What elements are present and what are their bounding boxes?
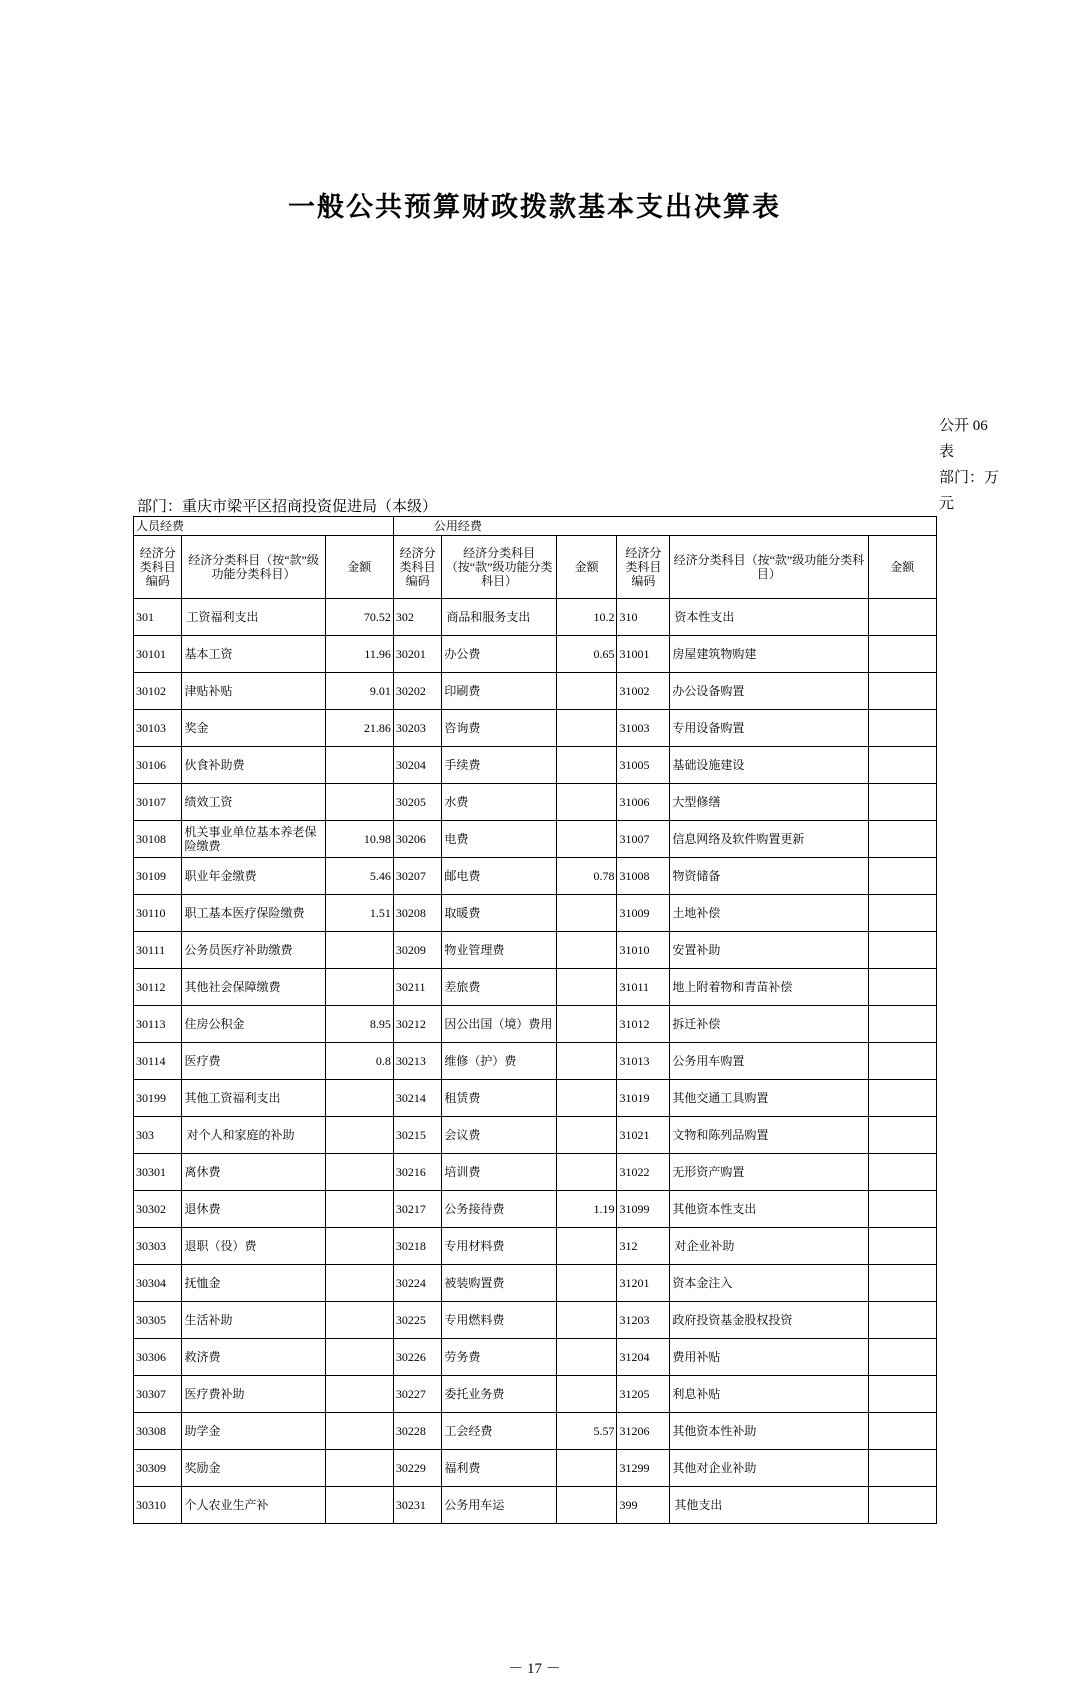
- cell-code-personnel: 30112: [134, 969, 182, 1006]
- cell-name-goods: 水费: [442, 784, 557, 821]
- cell-name-capital: 土地补偿: [670, 895, 868, 932]
- cell-name-personnel: 个人农业生产补: [182, 1487, 325, 1524]
- cell-amount-capital: [868, 1006, 936, 1043]
- cell-code-personnel: 30310: [134, 1487, 182, 1524]
- cell-amount-goods: [556, 1080, 617, 1117]
- cell-amount-personnel: [325, 1154, 393, 1191]
- cell-code-capital: 31206: [617, 1413, 670, 1450]
- cell-name-goods: 因公出国（境）费用: [442, 1006, 557, 1043]
- table-row: [134, 1339, 937, 1376]
- cell-code-goods: 30209: [393, 932, 441, 969]
- cell-name-personnel: 住房公积金: [182, 1006, 325, 1043]
- cell-name-capital: 无形资产购置: [670, 1154, 868, 1191]
- cell-name-goods: 工会经费: [442, 1413, 557, 1450]
- cell-code-personnel: 303: [134, 1117, 182, 1154]
- cell-amount-capital: [868, 1487, 936, 1524]
- cell-amount-capital: [868, 1302, 936, 1339]
- cell-amount-personnel: 8.95: [325, 1006, 393, 1043]
- cell-code-personnel: 30110: [134, 895, 182, 932]
- table-row: [134, 1450, 937, 1487]
- cell-code-goods: 30215: [393, 1117, 441, 1154]
- cell-code-goods: 30226: [393, 1339, 441, 1376]
- budget-table: [133, 516, 937, 1524]
- cell-name-capital: 基础设施建设: [670, 747, 868, 784]
- cell-code-goods: 30203: [393, 710, 441, 747]
- cell-code-goods: 30213: [393, 1043, 441, 1080]
- cell-amount-capital: [868, 1043, 936, 1080]
- cell-amount-goods: [556, 673, 617, 710]
- cell-code-goods: 30216: [393, 1154, 441, 1191]
- cell-name-goods: 福利费: [442, 1450, 557, 1487]
- cell-name-goods: 被装购置费: [442, 1265, 557, 1302]
- cell-amount-goods: [556, 1154, 617, 1191]
- cell-name-capital: 资本金注入: [670, 1265, 868, 1302]
- cell-code-goods: 30214: [393, 1080, 441, 1117]
- department-line: 部门：重庆市梁平区招商投资促进局（本级）: [137, 499, 438, 515]
- cell-code-capital: 31021: [617, 1117, 670, 1154]
- cell-name-personnel: 其他社会保障缴费: [182, 969, 325, 1006]
- cell-code-goods: 30218: [393, 1228, 441, 1265]
- cell-code-capital: 31011: [617, 969, 670, 1006]
- cell-amount-capital: [868, 858, 936, 895]
- cell-code-personnel: 30102: [134, 673, 182, 710]
- cell-amount-goods: [556, 1487, 617, 1524]
- cell-amount-goods: [556, 747, 617, 784]
- cell-code-personnel: 30113: [134, 1006, 182, 1043]
- cell-name-capital: 其他交通工具购置: [670, 1080, 868, 1117]
- cell-amount-capital: [868, 1376, 936, 1413]
- cell-amount-personnel: [325, 932, 393, 969]
- cell-amount-goods: [556, 1450, 617, 1487]
- cell-name-personnel: 职工基本医疗保险缴费: [182, 895, 325, 932]
- cell-code-capital: 31099: [617, 1191, 670, 1228]
- cell-amount-capital: [868, 1080, 936, 1117]
- cell-amount-capital: [868, 636, 936, 673]
- cell-name-personnel: 医疗费补助: [182, 1376, 325, 1413]
- cell-name-personnel: 机关事业单位基本养老保险缴费: [182, 821, 325, 858]
- cell-amount-goods: [556, 1043, 617, 1080]
- cell-name-goods: 办公费: [442, 636, 557, 673]
- cell-code-capital: 31006: [617, 784, 670, 821]
- cell-code-capital: 31201: [617, 1265, 670, 1302]
- table-row: [134, 784, 937, 821]
- cell-amount-capital: [868, 1228, 936, 1265]
- cell-amount-personnel: [325, 1376, 393, 1413]
- cell-code-goods: 30217: [393, 1191, 441, 1228]
- cell-code-capital: 31204: [617, 1339, 670, 1376]
- cell-amount-goods: [556, 932, 617, 969]
- cell-amount-goods: 1.19: [556, 1191, 617, 1228]
- col-header-name-1: 经济分类科目（按“款”级功能分类科目）: [182, 536, 325, 599]
- cell-name-capital: 拆迁补偿: [670, 1006, 868, 1043]
- col-header-code-1: 经济分类科目编码: [134, 536, 182, 599]
- cell-amount-capital: [868, 710, 936, 747]
- cell-code-personnel: 30111: [134, 932, 182, 969]
- col-header-amount-1: 金额: [325, 536, 393, 599]
- cell-name-personnel: 其他工资福利支出: [182, 1080, 325, 1117]
- col-header-code-3: 经济分类科目编码: [617, 536, 670, 599]
- table-row: [134, 1265, 937, 1302]
- cell-amount-capital: [868, 969, 936, 1006]
- cell-amount-goods: [556, 1117, 617, 1154]
- cell-name-personnel: 救济费: [182, 1339, 325, 1376]
- cell-name-capital: 办公设备购置: [670, 673, 868, 710]
- cell-amount-goods: [556, 1265, 617, 1302]
- cell-code-capital: 399: [617, 1487, 670, 1524]
- cell-code-personnel: 30303: [134, 1228, 182, 1265]
- cell-code-capital: 31019: [617, 1080, 670, 1117]
- cell-code-capital: 31203: [617, 1302, 670, 1339]
- table-row: [134, 821, 937, 858]
- cell-code-capital: 31010: [617, 932, 670, 969]
- cell-code-personnel: 30114: [134, 1043, 182, 1080]
- cell-name-capital: 利息补贴: [670, 1376, 868, 1413]
- cell-code-goods: 30211: [393, 969, 441, 1006]
- cell-name-goods: 会议费: [442, 1117, 557, 1154]
- cell-code-goods: 30229: [393, 1450, 441, 1487]
- cell-amount-personnel: [325, 1450, 393, 1487]
- cell-name-capital: 对企业补助: [670, 1228, 868, 1265]
- cell-amount-capital: [868, 1117, 936, 1154]
- cell-name-goods: 差旅费: [442, 969, 557, 1006]
- cell-code-personnel: 30305: [134, 1302, 182, 1339]
- cell-code-goods: 30227: [393, 1376, 441, 1413]
- cell-amount-goods: [556, 1302, 617, 1339]
- cell-code-personnel: 30301: [134, 1154, 182, 1191]
- cell-name-personnel: 伙食补助费: [182, 747, 325, 784]
- cell-code-personnel: 30302: [134, 1191, 182, 1228]
- cell-amount-personnel: 11.96: [325, 636, 393, 673]
- public-table-label: [939, 413, 1011, 517]
- cell-amount-goods: 5.57: [556, 1413, 617, 1450]
- table-row: [134, 969, 937, 1006]
- table-row: [134, 858, 937, 895]
- cell-code-personnel: 30309: [134, 1450, 182, 1487]
- group-header-public: 公用经费: [393, 517, 936, 536]
- table-row: [134, 1080, 937, 1117]
- cell-name-personnel: 绩效工资: [182, 784, 325, 821]
- cell-amount-personnel: 9.01: [325, 673, 393, 710]
- table-row: [134, 710, 937, 747]
- cell-name-goods: 咨询费: [442, 710, 557, 747]
- cell-amount-personnel: 10.98: [325, 821, 393, 858]
- cell-code-personnel: 30106: [134, 747, 182, 784]
- table-row: [134, 1376, 937, 1413]
- cell-name-personnel: 奖金: [182, 710, 325, 747]
- cell-name-personnel: 对个人和家庭的补助: [182, 1117, 325, 1154]
- cell-name-goods: 专用材料费: [442, 1228, 557, 1265]
- cell-name-goods: 邮电费: [442, 858, 557, 895]
- cell-code-goods: 30208: [393, 895, 441, 932]
- cell-name-personnel: 津贴补贴: [182, 673, 325, 710]
- cell-amount-goods: [556, 969, 617, 1006]
- table-row: [134, 1154, 937, 1191]
- cell-code-goods: 30206: [393, 821, 441, 858]
- cell-amount-capital: [868, 1154, 936, 1191]
- cell-amount-capital: [868, 784, 936, 821]
- cell-name-capital: 费用补贴: [670, 1339, 868, 1376]
- cell-amount-goods: 0.65: [556, 636, 617, 673]
- cell-amount-capital: [868, 932, 936, 969]
- cell-code-capital: 312: [617, 1228, 670, 1265]
- cell-amount-goods: [556, 710, 617, 747]
- cell-code-capital: 31013: [617, 1043, 670, 1080]
- table-row: [134, 599, 937, 636]
- cell-code-capital: 31001: [617, 636, 670, 673]
- cell-name-goods: 取暖费: [442, 895, 557, 932]
- cell-amount-personnel: [325, 1117, 393, 1154]
- cell-amount-personnel: [325, 1413, 393, 1450]
- col-header-name-3: 经济分类科目（按“款”级功能分类科目）: [670, 536, 868, 599]
- cell-code-personnel: 30108: [134, 821, 182, 858]
- page-title: 一般公共预算财政拨款基本支出决算表: [288, 192, 781, 222]
- cell-code-capital: 31022: [617, 1154, 670, 1191]
- cell-amount-capital: [868, 1339, 936, 1376]
- cell-code-capital: 310: [617, 599, 670, 636]
- cell-code-personnel: 301: [134, 599, 182, 636]
- cell-code-goods: 30204: [393, 747, 441, 784]
- cell-name-capital: 文物和陈列品购置: [670, 1117, 868, 1154]
- cell-name-capital: 公务用车购置: [670, 1043, 868, 1080]
- table-row: [134, 1302, 937, 1339]
- cell-code-capital: 31012: [617, 1006, 670, 1043]
- cell-name-goods: 租赁费: [442, 1080, 557, 1117]
- cell-amount-personnel: 70.52: [325, 599, 393, 636]
- cell-code-capital: 31007: [617, 821, 670, 858]
- cell-name-goods: 手续费: [442, 747, 557, 784]
- cell-name-goods: 印刷费: [442, 673, 557, 710]
- cell-code-personnel: 30103: [134, 710, 182, 747]
- col-header-amount-2: 金额: [556, 536, 617, 599]
- cell-amount-goods: [556, 1006, 617, 1043]
- cell-code-goods: 30228: [393, 1413, 441, 1450]
- cell-name-personnel: 抚恤金: [182, 1265, 325, 1302]
- cell-code-goods: 30212: [393, 1006, 441, 1043]
- public-label-line-2: 表: [939, 444, 955, 460]
- cell-amount-capital: [868, 895, 936, 932]
- cell-code-personnel: 30304: [134, 1265, 182, 1302]
- cell-name-goods: 公务接待费: [442, 1191, 557, 1228]
- cell-name-capital: 政府投资基金股权投资: [670, 1302, 868, 1339]
- table-row: [134, 1117, 937, 1154]
- cell-name-goods: 电费: [442, 821, 557, 858]
- cell-amount-personnel: [325, 1228, 393, 1265]
- cell-code-capital: 31002: [617, 673, 670, 710]
- cell-amount-goods: 0.78: [556, 858, 617, 895]
- cell-name-capital: 安置补助: [670, 932, 868, 969]
- table-row: [134, 636, 937, 673]
- cell-amount-personnel: [325, 1302, 393, 1339]
- table-row: [134, 1006, 937, 1043]
- cell-code-goods: 30202: [393, 673, 441, 710]
- cell-amount-goods: [556, 784, 617, 821]
- cell-amount-personnel: 1.51: [325, 895, 393, 932]
- cell-code-goods: 30207: [393, 858, 441, 895]
- page-number: － 17 －: [508, 1661, 561, 1677]
- cell-code-goods: 30231: [393, 1487, 441, 1524]
- cell-code-goods: 30201: [393, 636, 441, 673]
- cell-amount-personnel: [325, 747, 393, 784]
- table-row: [134, 673, 937, 710]
- cell-name-personnel: 助学金: [182, 1413, 325, 1450]
- cell-amount-personnel: [325, 1191, 393, 1228]
- public-label-line-1: 公开 06: [939, 418, 988, 434]
- cell-name-personnel: 奖励金: [182, 1450, 325, 1487]
- cell-amount-goods: [556, 895, 617, 932]
- cell-amount-capital: [868, 673, 936, 710]
- cell-name-capital: 其他对企业补助: [670, 1450, 868, 1487]
- cell-amount-personnel: 21.86: [325, 710, 393, 747]
- group-header-personnel: 人员经费: [134, 517, 394, 536]
- cell-code-goods: 30224: [393, 1265, 441, 1302]
- cell-code-capital: 31003: [617, 710, 670, 747]
- cell-code-personnel: 30109: [134, 858, 182, 895]
- table-row: [134, 1228, 937, 1265]
- col-header-code-2: 经济分类科目编码: [393, 536, 441, 599]
- unit-label-line-1: 部门：万: [939, 470, 1000, 486]
- cell-name-capital: 其他资本性补助: [670, 1413, 868, 1450]
- cell-amount-goods: [556, 1228, 617, 1265]
- cell-code-goods: 30205: [393, 784, 441, 821]
- cell-amount-personnel: [325, 784, 393, 821]
- cell-amount-personnel: 5.46: [325, 858, 393, 895]
- cell-name-personnel: 职业年金缴费: [182, 858, 325, 895]
- col-header-name-2: 经济分类科目（按“款”级功能分类科目）: [442, 536, 557, 599]
- column-header-row: [134, 536, 937, 599]
- cell-name-capital: 资本性支出: [670, 599, 868, 636]
- cell-name-capital: 地上附着物和青苗补偿: [670, 969, 868, 1006]
- cell-code-personnel: 30307: [134, 1376, 182, 1413]
- cell-amount-personnel: [325, 969, 393, 1006]
- cell-code-personnel: 30101: [134, 636, 182, 673]
- cell-name-goods: 物业管理费: [442, 932, 557, 969]
- cell-amount-capital: [868, 1265, 936, 1302]
- cell-amount-capital: [868, 1450, 936, 1487]
- cell-amount-goods: 10.2: [556, 599, 617, 636]
- cell-code-capital: 31008: [617, 858, 670, 895]
- cell-name-capital: 物资储备: [670, 858, 868, 895]
- table-row: [134, 1487, 937, 1524]
- cell-name-capital: 信息网络及软件购置更新: [670, 821, 868, 858]
- unit-label-line-2: 元: [939, 496, 955, 512]
- cell-name-goods: 维修（护）费: [442, 1043, 557, 1080]
- cell-name-capital: 房屋建筑物购建: [670, 636, 868, 673]
- document-page: [0, 185, 1069, 1700]
- table-row: [134, 1191, 937, 1228]
- cell-name-capital: 其他支出: [670, 1487, 868, 1524]
- cell-amount-capital: [868, 1191, 936, 1228]
- cell-amount-personnel: [325, 1487, 393, 1524]
- cell-name-goods: 商品和服务支出: [442, 599, 557, 636]
- cell-amount-capital: [868, 821, 936, 858]
- cell-code-personnel: 30107: [134, 784, 182, 821]
- cell-name-capital: 专用设备购置: [670, 710, 868, 747]
- cell-amount-personnel: [325, 1080, 393, 1117]
- cell-code-capital: 31009: [617, 895, 670, 932]
- cell-amount-personnel: 0.8: [325, 1043, 393, 1080]
- cell-name-personnel: 退职（役）费: [182, 1228, 325, 1265]
- cell-code-capital: 31299: [617, 1450, 670, 1487]
- cell-amount-goods: [556, 1339, 617, 1376]
- cell-name-personnel: 基本工资: [182, 636, 325, 673]
- cell-name-capital: 其他资本性支出: [670, 1191, 868, 1228]
- cell-amount-capital: [868, 747, 936, 784]
- cell-name-personnel: 工资福利支出: [182, 599, 325, 636]
- cell-name-goods: 劳务费: [442, 1339, 557, 1376]
- table-body: [134, 517, 937, 1524]
- table-row: [134, 895, 937, 932]
- cell-name-personnel: 公务员医疗补助缴费: [182, 932, 325, 969]
- cell-amount-goods: [556, 1376, 617, 1413]
- col-header-amount-3: 金额: [868, 536, 936, 599]
- cell-code-goods: 302: [393, 599, 441, 636]
- cell-code-personnel: 30306: [134, 1339, 182, 1376]
- table-row: [134, 1043, 937, 1080]
- cell-name-goods: 公务用车运: [442, 1487, 557, 1524]
- cell-name-goods: 培训费: [442, 1154, 557, 1191]
- table-row: [134, 1413, 937, 1450]
- cell-amount-goods: [556, 821, 617, 858]
- cell-code-goods: 30225: [393, 1302, 441, 1339]
- table-row: [134, 932, 937, 969]
- cell-amount-personnel: [325, 1265, 393, 1302]
- cell-name-personnel: 医疗费: [182, 1043, 325, 1080]
- cell-name-personnel: 离休费: [182, 1154, 325, 1191]
- cell-name-goods: 专用燃料费: [442, 1302, 557, 1339]
- cell-amount-personnel: [325, 1339, 393, 1376]
- cell-name-capital: 大型修缮: [670, 784, 868, 821]
- cell-amount-capital: [868, 599, 936, 636]
- cell-name-personnel: 退休费: [182, 1191, 325, 1228]
- cell-code-capital: 31205: [617, 1376, 670, 1413]
- cell-name-personnel: 生活补助: [182, 1302, 325, 1339]
- cell-code-personnel: 30308: [134, 1413, 182, 1450]
- cell-code-personnel: 30199: [134, 1080, 182, 1117]
- group-header-row: [134, 517, 937, 536]
- cell-name-goods: 委托业务费: [442, 1376, 557, 1413]
- cell-amount-capital: [868, 1413, 936, 1450]
- cell-code-capital: 31005: [617, 747, 670, 784]
- table-row: [134, 747, 937, 784]
